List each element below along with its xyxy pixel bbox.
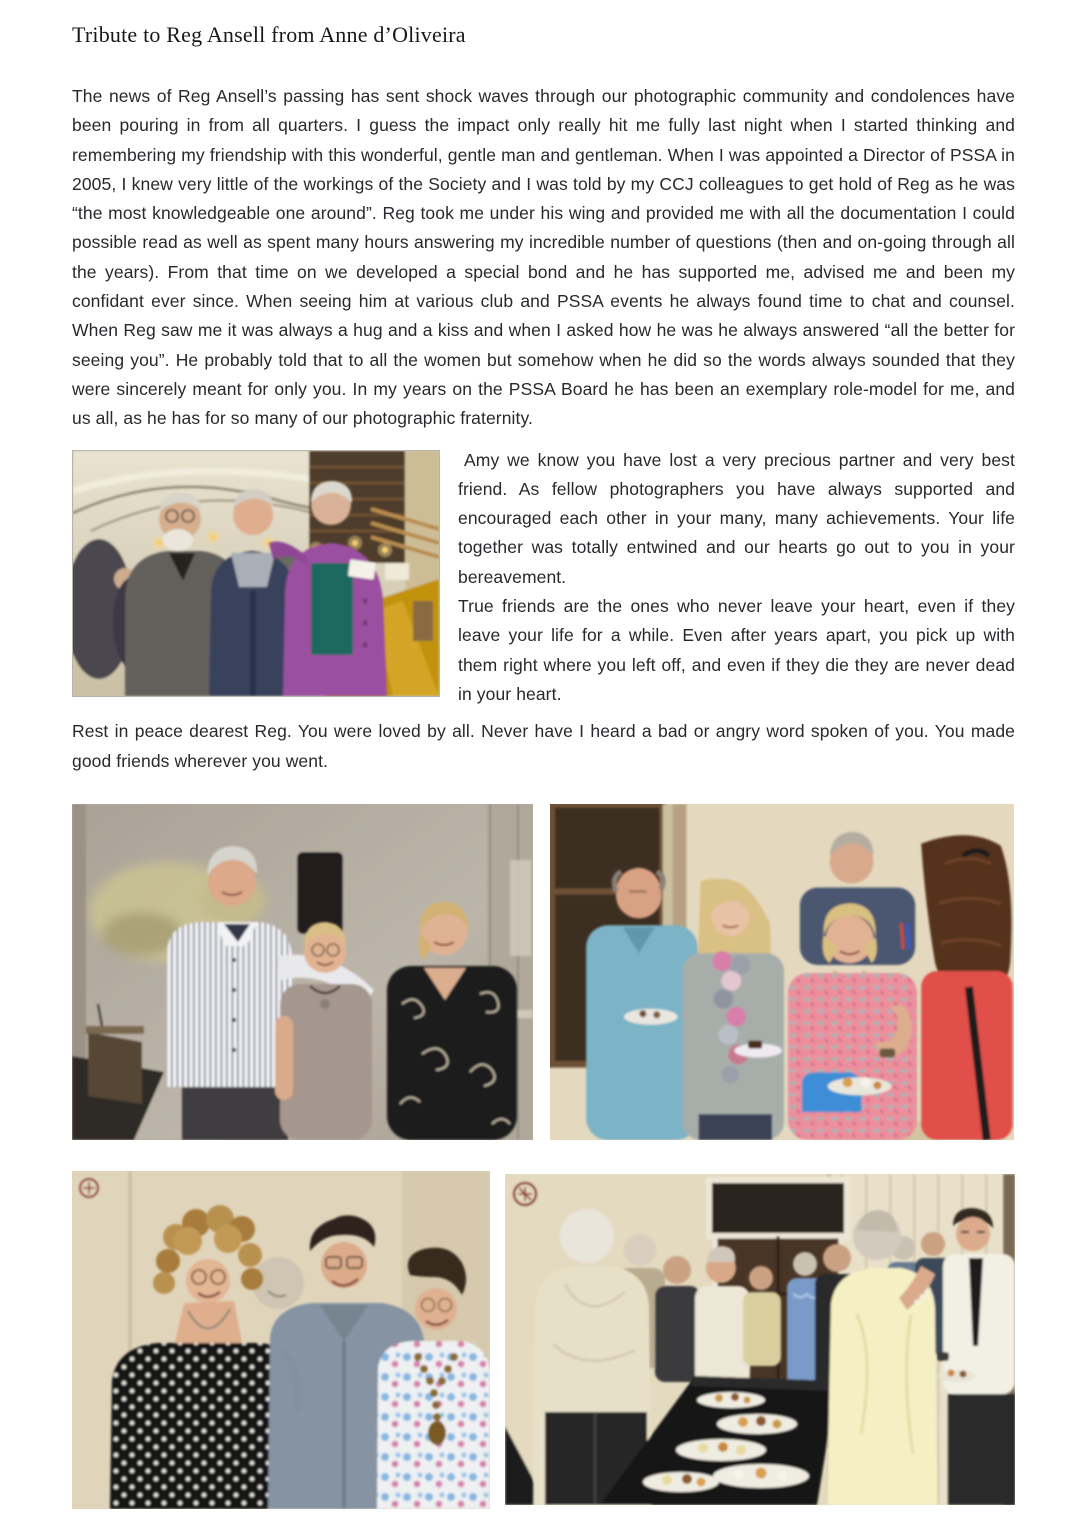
photo-three-members [72,1171,490,1509]
photo-three-members-illustration [72,1171,490,1509]
photo-buffet-hall [505,1174,1015,1505]
paragraph-true-friends: True friends are the ones who never leave your heart, even if they leave your life for a while. Even after years apart, you pick up with them right where you left off, and even if they die they are never dead in your heart. [458,596,1015,704]
photo-reg-with-friends-illustration [73,451,439,696]
photo-snacks-group-illustration [550,804,1014,1140]
photo-projection-screen-illustration [72,804,533,1140]
photo-reg-with-friends [72,450,440,697]
paragraph-rest-in-peace: Rest in peace dearest Reg. You were loved by all. Never have I heard a bad or angry word spoken of you. You made good friends wherever you went. [72,721,1015,771]
photo-row-1 [72,804,1015,1140]
paragraph-amy: Amy we know you have lost a very precious partner and very best friend. As fellow photographers you have always supported and encouraged each other in your many, many achievements. Your life together was totally entwined and our hearts go out to you in your bereavement. [458,449,1015,587]
photo-projection-screen-group [72,804,533,1140]
photo-buffet-hall-illustration [505,1174,1015,1505]
photo-row-2 [72,1171,1015,1509]
paragraph-tribute-intro: The news of Reg Ansell’s passing has sent shock waves through our photographic community and condolences have been pouring in from all quarters. I guess the impact only really hit me fully last night when I started thinking and remembering my friendship with this wonderful, gentle man and gentleman. When I was appointed a Director of PSSA in 2005, I knew very little of the workings of the Society and I was told by my CCJ colleagues to get hold of Reg as he was “the most knowledgeable one around”. Reg took me under his wing and provided me with all the documentation I could possible read as well as spent many hours answering my incredible number of questions (then and on-going through all the years). From that time on we developed a special bond and he has supported me, advised me and been my confidant ever since. When seeing him at various club and PSSA events he always found time to chat and counsel. When Reg saw me it was always a hug and a kiss and when I asked how he was he always answered “all the better for seeing you”. He probably told that to all the women but somehow when he did so the words always sounded that they were sincerely meant for only you. In my years on the PSSA Board he has been an exemplary role-model for me, and us all, as he has for so many of our photographic fraternity. [72,86,1015,429]
page-title: Tribute to Reg Ansell from Anne d’Oliveira [72,22,466,47]
photo-snacks-group [550,804,1014,1140]
photo-text-wrap-section [72,446,1015,776]
photo-grid [72,804,1015,1509]
